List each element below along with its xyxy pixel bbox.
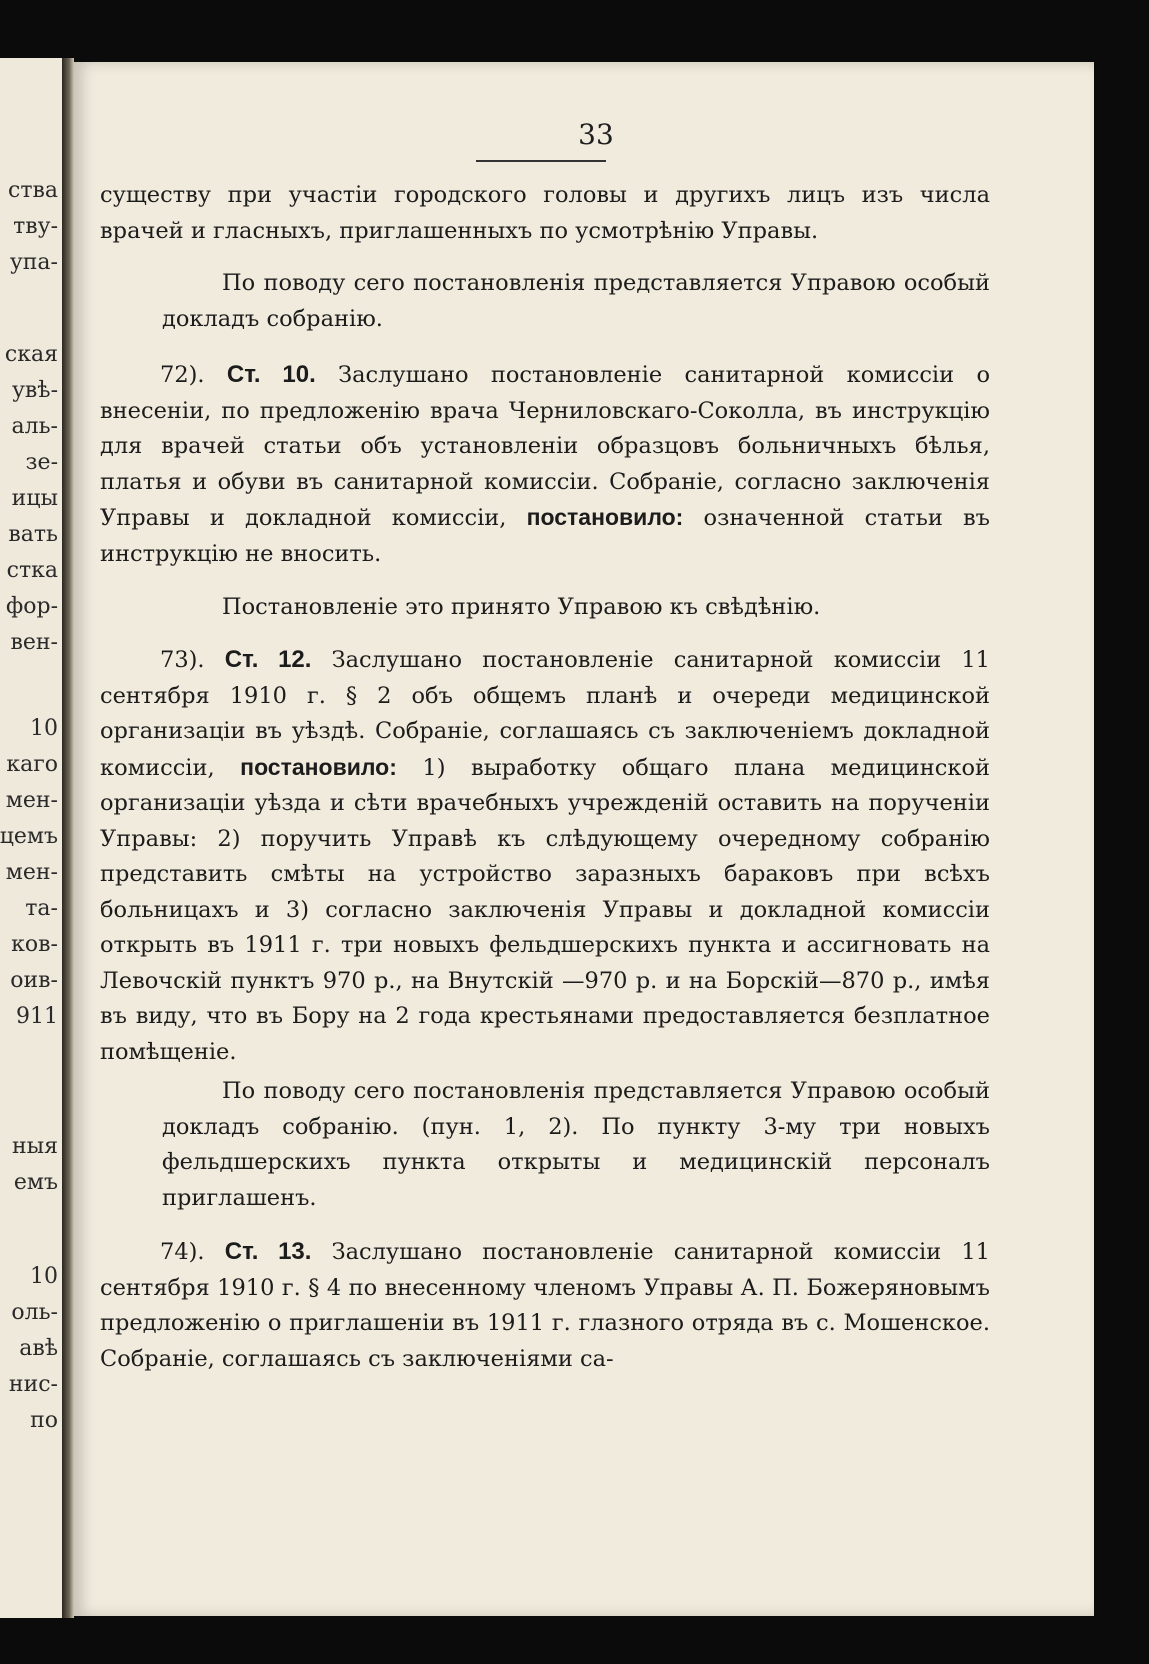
article-ref: Ст. 10. xyxy=(226,361,316,388)
article-ref: Ст. 12. xyxy=(224,646,312,673)
note-paragraph-2: Постановленіе это принято Управою къ свѣдѣнію. xyxy=(222,594,821,620)
margin-fragment: увѣ- xyxy=(11,378,58,403)
margin-fragment: ицы xyxy=(11,486,58,511)
previous-page-edge xyxy=(0,58,65,1618)
margin-fragment: аль- xyxy=(11,414,58,439)
paragraph-number: 74). xyxy=(160,1239,205,1265)
margin-fragment: ков- xyxy=(11,932,58,957)
paragraph-text: Заслушано постановленіе санитарной комиссіи о внесеніи, по предложенію врача Черниловскаго-Соколла, въ инструкцію для врачей статьи объ установленіи образцовъ больничныхъ бѣлья, платья и обуви въ санитарной комиссіи. Собраніе, согласно заключенія Управы и докладной комиссіи, xyxy=(100,362,990,531)
margin-fragment: та- xyxy=(25,896,58,921)
resolved-keyword: постановило: xyxy=(526,504,684,530)
margin-fragment: мен- xyxy=(5,860,58,885)
margin-fragment: вен- xyxy=(10,630,58,655)
paragraph-72 xyxy=(100,357,990,572)
paragraph-73 xyxy=(100,642,990,1070)
paragraph-74 xyxy=(100,1234,990,1377)
margin-fragment: нис- xyxy=(8,1372,58,1397)
article-ref: Ст. 13. xyxy=(224,1238,312,1265)
margin-fragment: тву- xyxy=(13,214,58,239)
margin-fragment: ская xyxy=(4,342,58,367)
resolved-keyword: постановило: xyxy=(240,753,397,780)
page-number-rule xyxy=(476,160,606,162)
paragraph-text: Заслушано постановленіе санитарной комиссіи 11 сентября 1910 г. § 4 по внесенному членомъ Управы А. П. Божеряновымъ предложенію о приглашеніи въ 1911 г. глазного отряда въ с. Мошенское. Собраніе, соглашаясь съ заключеніями са- xyxy=(100,1239,990,1372)
margin-fragment: ства xyxy=(8,178,58,203)
margin-fragment: авѣ xyxy=(19,1336,58,1361)
paragraph-text: Заслушано постановленіе санитарной комиссіи 11 сентября 1910 г. § 2 объ общемъ планѣ и очереди медицинской организаціи въ уѣздѣ. Собраніе, соглашаясь съ заключеніемъ докладной комиссіи, xyxy=(100,647,990,781)
paragraph-text: 1) выработку общаго плана медицинской организаціи уѣзда и сѣти врачебныхъ учрежденій оставить на порученіи Управы: 2) поручить Управѣ къ слѣдующему очередному собранію представить смѣты на устройство заразныхъ бараковъ при всѣхъ больницахъ и 3) согласно заключенія Управы и докладной комиссіи открыть въ 1911 г. три новыхъ фельдшерскихъ пункта и ассигновать на Левочскій пунктъ 970 р., на Внутскій —970 р. и на Борскій—870 р., имѣя въ виду, что въ Бору на 2 года крестьянами предоставляется безплатное помѣщеніе. xyxy=(100,754,990,1065)
margin-fragment: оив- xyxy=(10,968,58,993)
margin-fragment: упа- xyxy=(9,250,58,275)
paragraph-text: означенной статьи въ инструкцію не вносить. xyxy=(100,505,990,567)
margin-fragment: 10 xyxy=(30,1264,58,1289)
margin-fragment: оль- xyxy=(11,1300,58,1325)
book-gutter xyxy=(62,58,74,1618)
note-paragraph-1: По поводу сего постановленія представляется Управою особый докладъ собранію. xyxy=(162,270,990,332)
margin-fragment: вать xyxy=(8,522,58,547)
margin-fragment: стка xyxy=(6,558,58,583)
margin-fragment: каго xyxy=(6,752,58,777)
margin-fragment: фор- xyxy=(6,594,58,619)
margin-fragment: 911 xyxy=(16,1004,58,1029)
page-number: 33 xyxy=(578,118,614,151)
intro-paragraph: существу при участіи городского головы и другихъ лицъ изъ числа врачей и гласныхъ, приглашенныхъ по усмотрѣнію Управы. xyxy=(100,182,990,244)
margin-fragment: мен- xyxy=(5,788,58,813)
note-paragraph-3: По поводу сего постановленія представляется Управою особый докладъ собранію. (пун. 1, 2). По пункту 3-му три новыхъ фельдшерскихъ пункта открыты и медицинскій персоналъ приглашенъ. xyxy=(162,1078,990,1211)
document-page xyxy=(74,62,1094,1616)
margin-fragment: цемъ xyxy=(0,824,58,849)
margin-fragment: 10 xyxy=(30,716,58,741)
margin-fragment: зе- xyxy=(25,450,58,475)
margin-fragment: ныя xyxy=(11,1134,58,1159)
paragraph-number: 73). xyxy=(160,647,205,673)
margin-fragment: емъ xyxy=(13,1170,58,1195)
paragraph-number: 72). xyxy=(160,362,205,388)
margin-fragment: по xyxy=(30,1408,58,1433)
